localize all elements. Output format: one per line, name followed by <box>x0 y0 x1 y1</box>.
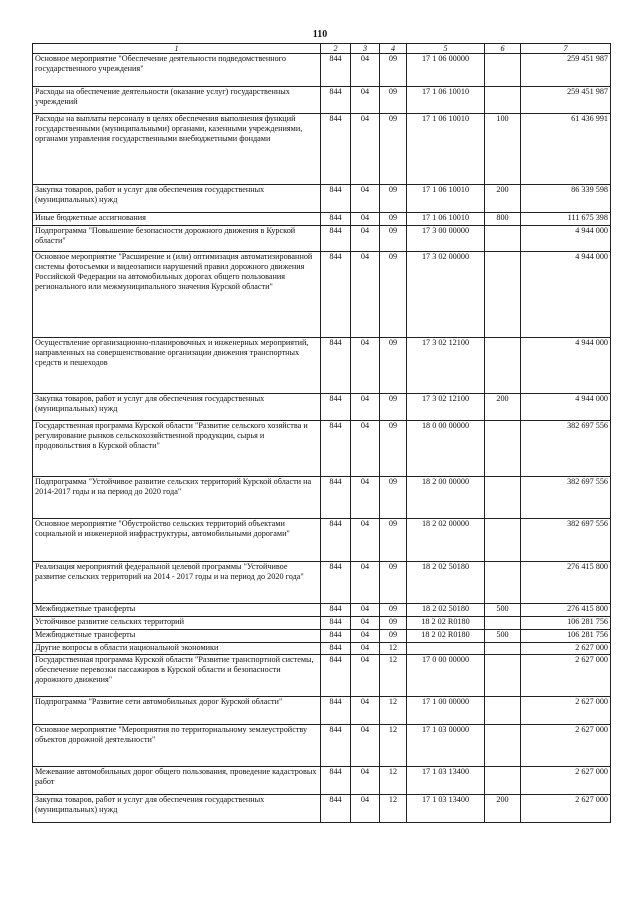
table-row <box>33 54 611 87</box>
row-code-6: 200 <box>485 185 521 213</box>
row-code-3: 04 <box>351 655 380 697</box>
row-code-2: 844 <box>321 725 351 767</box>
header-col-7: 7 <box>521 44 611 54</box>
row-name: Закупка товаров, работ и услуг для обеспечения государственных (муниципальных) нужд <box>33 795 321 823</box>
row-amount: 106 281 756 <box>521 617 611 630</box>
table-row <box>33 655 611 697</box>
header-col-3: 3 <box>351 44 380 54</box>
row-code-3: 04 <box>351 767 380 795</box>
row-code-2: 844 <box>321 252 351 338</box>
row-amount: 382 697 556 <box>521 421 611 477</box>
header-col-6: 6 <box>485 44 521 54</box>
row-amount: 111 675 398 <box>521 213 611 226</box>
row-name: Государственная программа Курской области "Развитие сельского хозяйства и регулирование рынков сельскохозяйственной продукции, сырья и продовольствия в Курской области" <box>33 421 321 477</box>
row-code-4: 09 <box>380 477 407 519</box>
table-row <box>33 562 611 604</box>
row-name: Закупка товаров, работ и услуг для обеспечения государственных (муниципальных) нужд <box>33 185 321 213</box>
row-code-2: 844 <box>321 617 351 630</box>
row-code-5: 18 2 02 50180 <box>407 562 485 604</box>
row-amount: 106 281 756 <box>521 630 611 643</box>
table-header-row <box>33 44 611 54</box>
row-code-3: 04 <box>351 477 380 519</box>
row-code-6 <box>485 87 521 114</box>
row-code-5: 17 1 03 00000 <box>407 725 485 767</box>
row-name: Подпрограмма "Развитие сети автомобильных дорог Курской области" <box>33 697 321 725</box>
row-code-5: 17 1 06 10010 <box>407 213 485 226</box>
table-row <box>33 767 611 795</box>
row-code-5: 17 1 00 00000 <box>407 697 485 725</box>
row-code-6 <box>485 252 521 338</box>
row-code-2: 844 <box>321 114 351 185</box>
row-code-2: 844 <box>321 655 351 697</box>
table-row <box>33 604 611 617</box>
row-code-4: 12 <box>380 697 407 725</box>
row-code-6 <box>485 767 521 795</box>
row-code-3: 04 <box>351 725 380 767</box>
row-code-6: 500 <box>485 630 521 643</box>
row-code-2: 844 <box>321 519 351 562</box>
row-code-2: 844 <box>321 604 351 617</box>
row-code-5: 18 2 02 R0180 <box>407 617 485 630</box>
row-code-4: 09 <box>380 421 407 477</box>
row-code-2: 844 <box>321 54 351 87</box>
row-name: Подпрограмма "Повышение безопасности дорожного движения в Курской области" <box>33 226 321 252</box>
row-code-4: 09 <box>380 185 407 213</box>
row-code-2: 844 <box>321 213 351 226</box>
row-code-5: 17 1 06 10010 <box>407 185 485 213</box>
table-row <box>33 114 611 185</box>
row-code-3: 04 <box>351 114 380 185</box>
row-amount: 4 944 000 <box>521 226 611 252</box>
row-code-4: 12 <box>380 795 407 823</box>
row-name: Подпрограмма "Устойчивое развитие сельских территорий Курской области на 2014-2017 годы и на период до 2020 года" <box>33 477 321 519</box>
row-code-6 <box>485 477 521 519</box>
header-col-5: 5 <box>407 44 485 54</box>
row-code-3: 04 <box>351 226 380 252</box>
row-code-3: 04 <box>351 795 380 823</box>
row-name: Иные бюджетные ассигнования <box>33 213 321 226</box>
row-code-5: 17 3 02 00000 <box>407 252 485 338</box>
row-code-6: 500 <box>485 604 521 617</box>
table-row <box>33 643 611 655</box>
row-code-5: 18 2 00 00000 <box>407 477 485 519</box>
table-row <box>33 477 611 519</box>
row-code-3: 04 <box>351 617 380 630</box>
row-code-3: 04 <box>351 604 380 617</box>
row-code-3: 04 <box>351 697 380 725</box>
table-row <box>33 725 611 767</box>
row-code-3: 04 <box>351 87 380 114</box>
row-code-5: 17 3 00 00000 <box>407 226 485 252</box>
row-code-2: 844 <box>321 477 351 519</box>
row-amount: 259 451 987 <box>521 87 611 114</box>
row-code-5: 17 1 03 13400 <box>407 795 485 823</box>
row-name: Расходы на обеспечение деятельности (оказание услуг) государственных учреждений <box>33 87 321 114</box>
header-col-2: 2 <box>321 44 351 54</box>
table-row <box>33 87 611 114</box>
row-code-3: 04 <box>351 338 380 394</box>
row-code-6 <box>485 562 521 604</box>
row-code-4: 09 <box>380 213 407 226</box>
row-code-4: 09 <box>380 604 407 617</box>
row-code-4: 09 <box>380 519 407 562</box>
table-row <box>33 421 611 477</box>
row-code-5: 18 0 00 00000 <box>407 421 485 477</box>
row-name: Государственная программа Курской области "Развитие транспортной системы, обеспечение перевозки пассажиров в Курской области и безопасности дорожного движения" <box>33 655 321 697</box>
row-amount: 259 451 987 <box>521 54 611 87</box>
row-name: Осуществление организационно-планировочных и инженерных мероприятий, направленных на совершенствование организации движения транспортных средств и пешеходов <box>33 338 321 394</box>
row-amount: 2 627 000 <box>521 655 611 697</box>
table-row <box>33 213 611 226</box>
row-code-2: 844 <box>321 338 351 394</box>
row-code-4: 09 <box>380 87 407 114</box>
row-code-3: 04 <box>351 562 380 604</box>
row-code-3: 04 <box>351 630 380 643</box>
row-code-6 <box>485 226 521 252</box>
row-code-5: 17 3 02 12100 <box>407 338 485 394</box>
table-row <box>33 185 611 213</box>
row-name: Устойчивое развитие сельских территорий <box>33 617 321 630</box>
row-code-6: 800 <box>485 213 521 226</box>
row-code-3: 04 <box>351 252 380 338</box>
row-code-4: 12 <box>380 655 407 697</box>
row-code-5: 18 2 02 00000 <box>407 519 485 562</box>
row-code-2: 844 <box>321 394 351 421</box>
table-row <box>33 697 611 725</box>
row-code-3: 04 <box>351 394 380 421</box>
header-col-4: 4 <box>380 44 407 54</box>
row-code-6 <box>485 338 521 394</box>
row-code-4: 09 <box>380 54 407 87</box>
row-code-6: 200 <box>485 394 521 421</box>
table-row <box>33 252 611 338</box>
row-code-6 <box>485 697 521 725</box>
row-name: Расходы на выплаты персоналу в целях обеспечения выполнения функций государственными (муниципальными) органами, казенными учреждениями, органами управления государственными внебюджетными фондами <box>33 114 321 185</box>
row-amount: 2 627 000 <box>521 643 611 655</box>
row-amount: 276 415 800 <box>521 604 611 617</box>
row-code-2: 844 <box>321 87 351 114</box>
row-code-6 <box>485 725 521 767</box>
row-code-2: 844 <box>321 226 351 252</box>
row-amount: 276 415 800 <box>521 562 611 604</box>
row-code-2: 844 <box>321 643 351 655</box>
row-code-6 <box>485 617 521 630</box>
row-code-4: 09 <box>380 252 407 338</box>
row-code-5: 17 1 06 10010 <box>407 87 485 114</box>
row-code-5: 18 2 02 R0180 <box>407 630 485 643</box>
row-code-4: 09 <box>380 394 407 421</box>
row-code-5: 17 0 00 00000 <box>407 655 485 697</box>
row-amount: 382 697 556 <box>521 519 611 562</box>
header-col-1: 1 <box>33 44 321 54</box>
row-name: Основное мероприятие "Обеспечение деятельности подведомственного государственного учреждения" <box>33 54 321 87</box>
row-code-4: 12 <box>380 643 407 655</box>
row-code-3: 04 <box>351 185 380 213</box>
row-amount: 2 627 000 <box>521 795 611 823</box>
row-code-4: 12 <box>380 767 407 795</box>
row-name: Межбюджетные трансферты <box>33 630 321 643</box>
row-name: Межевание автомобильных дорог общего пользования, проведение кадастровых работ <box>33 767 321 795</box>
table-row <box>33 795 611 823</box>
row-name: Основное мероприятие "Расширение и (или) оптимизация автоматизированной системы фотосъемки и видеозаписи нарушений правил дорожного движения Российской Федерации на автомобильных дорогах общего пользования регионального или межмуниципального значения Курской области" <box>33 252 321 338</box>
row-amount: 4 944 000 <box>521 252 611 338</box>
row-code-4: 09 <box>380 562 407 604</box>
row-code-5: 17 1 06 00000 <box>407 54 485 87</box>
row-code-3: 04 <box>351 421 380 477</box>
table-row <box>33 338 611 394</box>
row-code-6: 100 <box>485 114 521 185</box>
row-name: Основное мероприятие "Обустройство сельских территорий объектами социальной и инженерной инфраструктуры, автомобильными дорогами" <box>33 519 321 562</box>
row-code-5: 17 1 03 13400 <box>407 767 485 795</box>
row-code-6 <box>485 643 521 655</box>
row-code-6 <box>485 519 521 562</box>
row-code-2: 844 <box>321 630 351 643</box>
row-code-4: 09 <box>380 630 407 643</box>
row-code-4: 12 <box>380 725 407 767</box>
budget-table <box>32 43 611 823</box>
row-code-4: 09 <box>380 617 407 630</box>
table-row <box>33 519 611 562</box>
row-code-5: 17 1 06 10010 <box>407 114 485 185</box>
row-code-4: 09 <box>380 338 407 394</box>
row-code-2: 844 <box>321 795 351 823</box>
row-amount: 4 944 000 <box>521 394 611 421</box>
row-code-2: 844 <box>321 421 351 477</box>
row-name: Другие вопросы в области национальной экономики <box>33 643 321 655</box>
row-code-2: 844 <box>321 697 351 725</box>
row-code-5: 17 3 02 12100 <box>407 394 485 421</box>
row-code-2: 844 <box>321 562 351 604</box>
table-row <box>33 226 611 252</box>
row-code-6 <box>485 54 521 87</box>
row-amount: 86 339 598 <box>521 185 611 213</box>
row-code-6: 200 <box>485 795 521 823</box>
row-code-3: 04 <box>351 213 380 226</box>
table-row <box>33 617 611 630</box>
row-name: Межбюджетные трансферты <box>33 604 321 617</box>
row-code-6 <box>485 421 521 477</box>
row-code-3: 04 <box>351 643 380 655</box>
row-code-2: 844 <box>321 185 351 213</box>
row-code-2: 844 <box>321 767 351 795</box>
row-code-4: 09 <box>380 114 407 185</box>
row-amount: 61 436 991 <box>521 114 611 185</box>
row-code-6 <box>485 655 521 697</box>
row-amount: 2 627 000 <box>521 725 611 767</box>
row-code-3: 04 <box>351 54 380 87</box>
row-name: Закупка товаров, работ и услуг для обеспечения государственных (муниципальных) нужд <box>33 394 321 421</box>
row-code-5: 18 2 02 50180 <box>407 604 485 617</box>
row-amount: 2 627 000 <box>521 697 611 725</box>
row-name: Основное мероприятие "Мероприятия по территориальному землеустройству объектов дорожной деятельности" <box>33 725 321 767</box>
page-number: 110 <box>312 29 328 40</box>
row-amount: 2 627 000 <box>521 767 611 795</box>
row-amount: 382 697 556 <box>521 477 611 519</box>
row-code-3: 04 <box>351 519 380 562</box>
row-amount: 4 944 000 <box>521 338 611 394</box>
row-name: Реализация мероприятий федеральной целевой программы "Устойчивое развитие сельских территорий на 2014 - 2017 годы и на период до 2020 года" <box>33 562 321 604</box>
table-row <box>33 630 611 643</box>
table-row <box>33 394 611 421</box>
row-code-4: 09 <box>380 226 407 252</box>
row-code-5 <box>407 643 485 655</box>
